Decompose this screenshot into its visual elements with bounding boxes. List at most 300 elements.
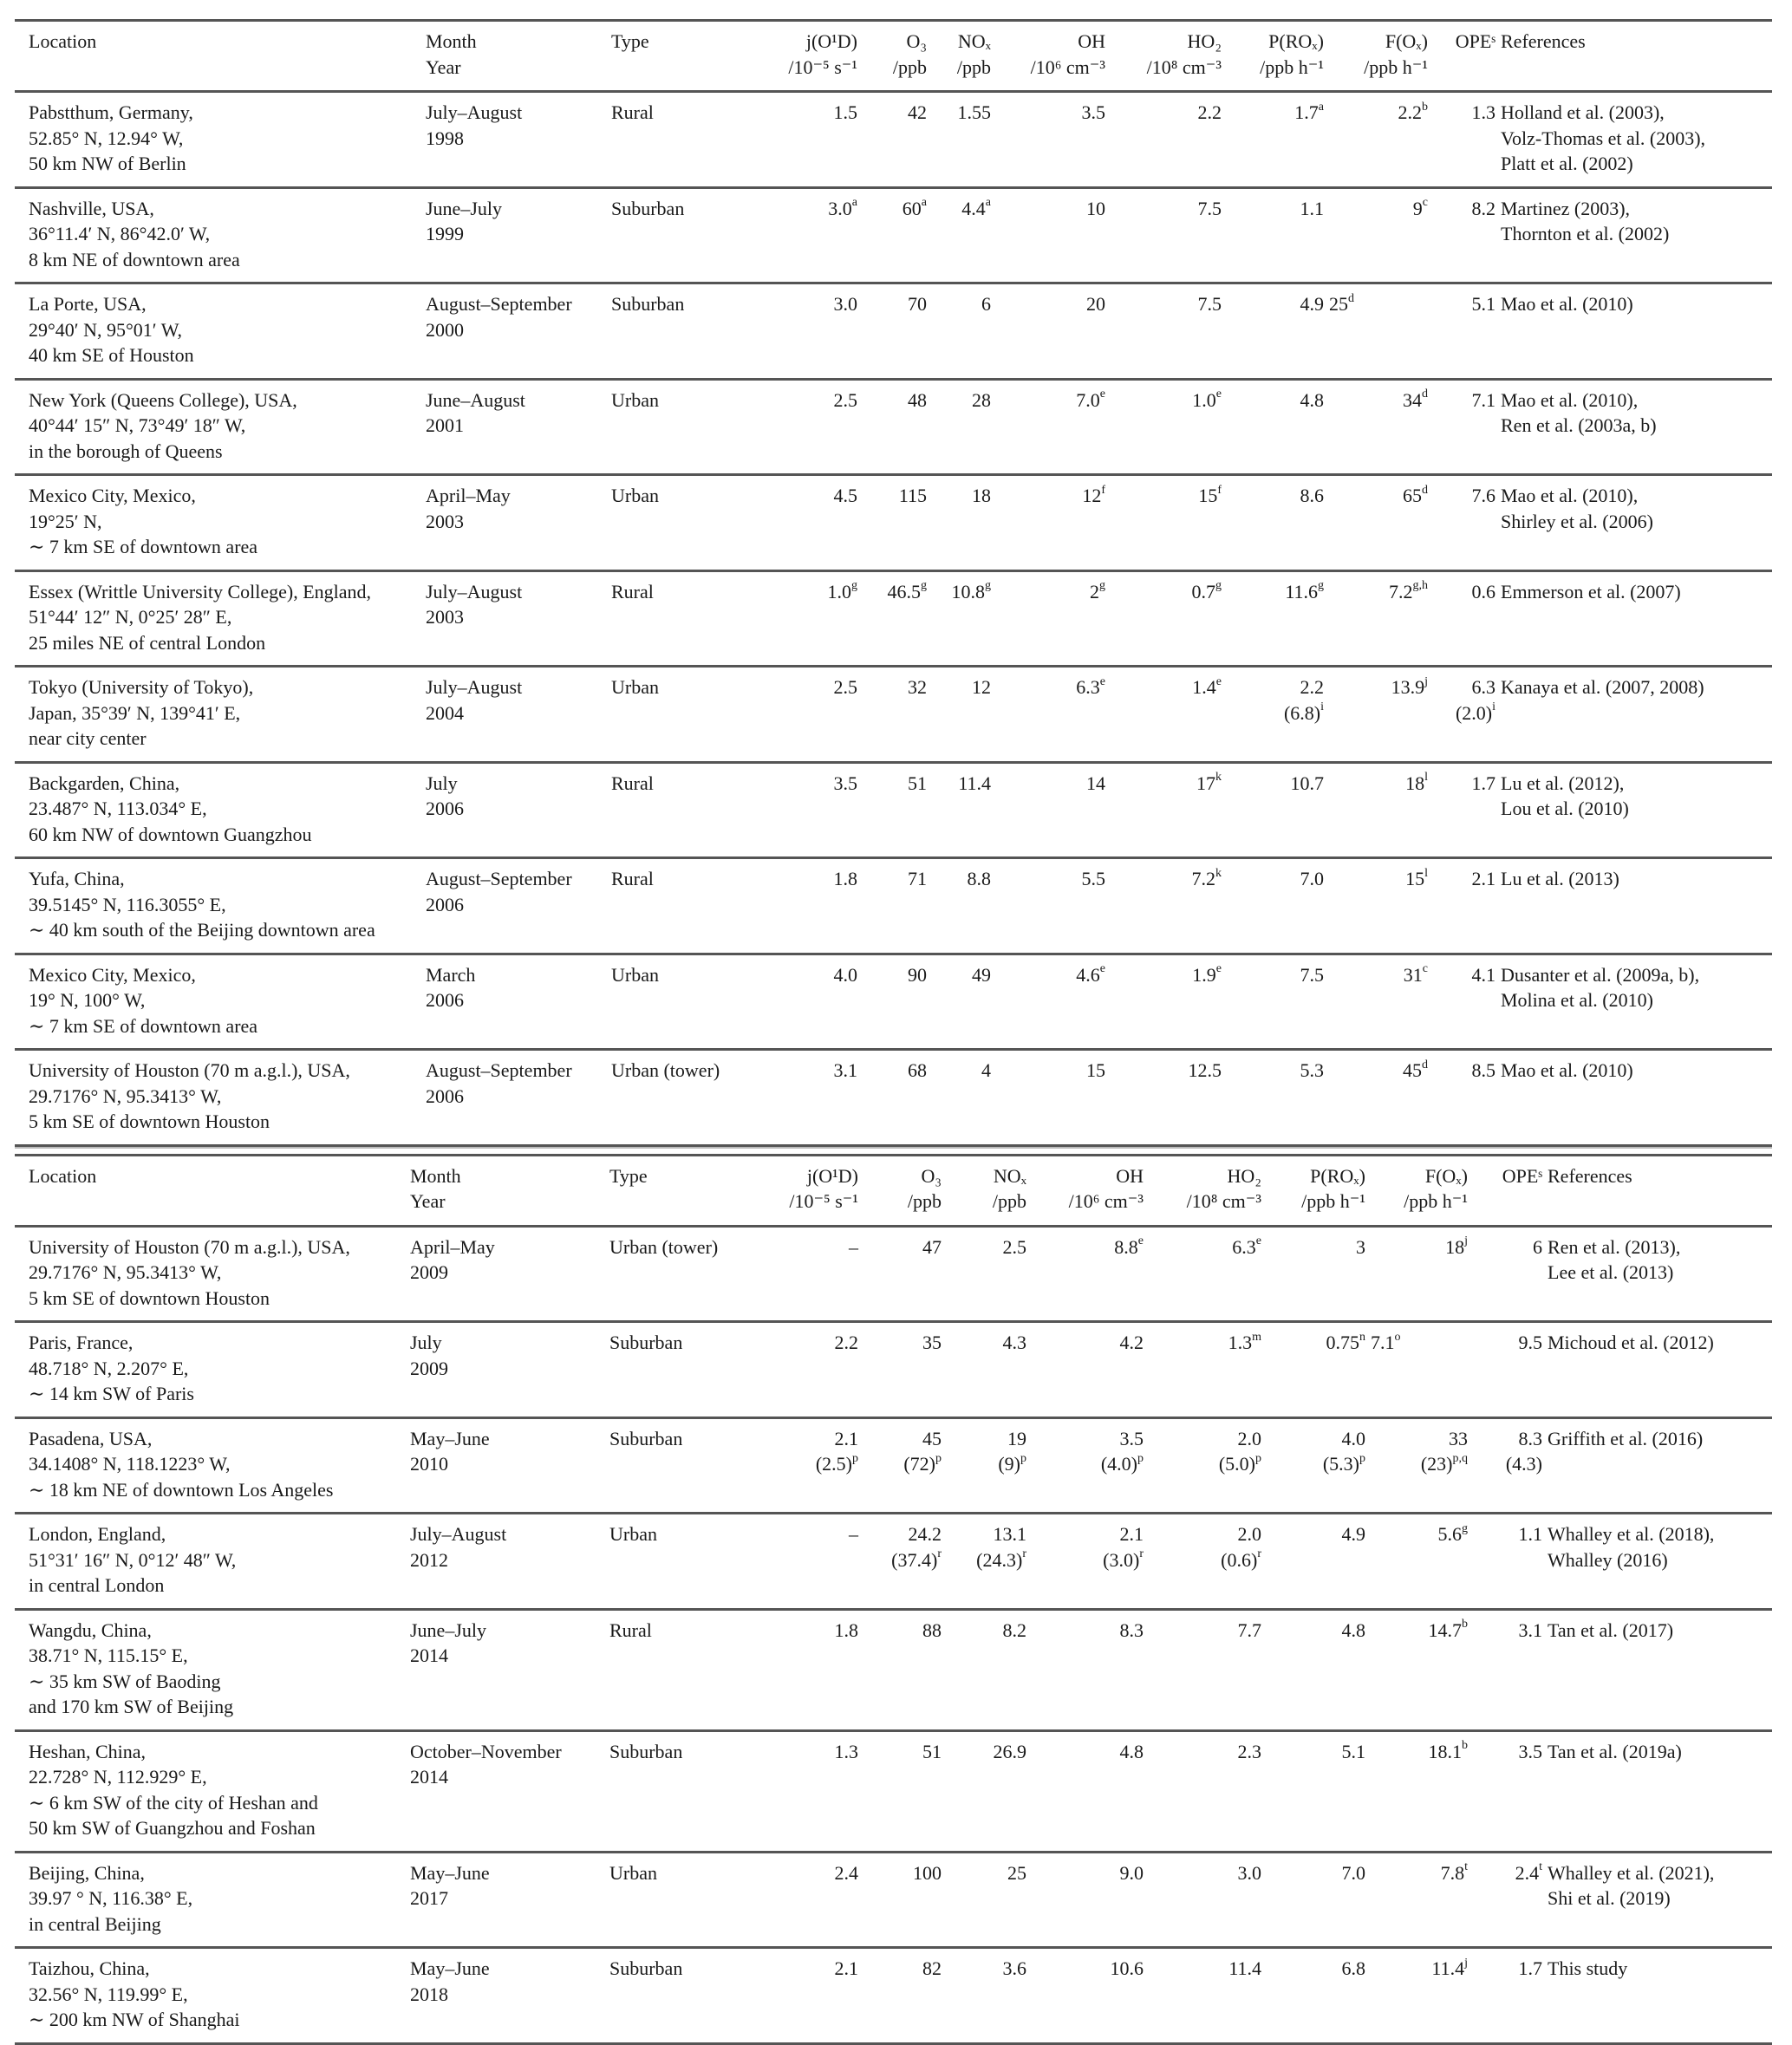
cell-oh <box>996 858 1111 954</box>
footnote-marker: e <box>1099 388 1105 401</box>
cell-number: – <box>849 1523 858 1545</box>
cell-number: 45 <box>1403 1059 1422 1081</box>
cell-nox <box>932 954 996 1050</box>
cell-ope <box>1433 1050 1501 1146</box>
footnote-marker: t <box>1464 1860 1468 1874</box>
cell-value <box>1032 1451 1144 1477</box>
column-header-line: F(Oₓ) <box>1424 1164 1468 1187</box>
footnote-marker: e <box>1099 962 1105 976</box>
cell-text-line: July–August <box>426 676 523 698</box>
cell-value <box>932 674 991 700</box>
cell-ope <box>1473 1730 1548 1852</box>
cell-text-line: 50 km NW of Berlin <box>29 153 186 174</box>
footnote-marker: k <box>1215 771 1222 785</box>
cell-nox <box>947 1226 1032 1322</box>
cell-text-line: ∼ 18 km NE of downtown Los Angeles <box>29 1478 334 1501</box>
cell-nox <box>932 283 996 380</box>
cell-refs <box>1548 1322 1772 1418</box>
cell-number: 8.8 <box>967 868 991 889</box>
cell-text-line: 2001 <box>426 414 464 436</box>
cell-number: 18 <box>972 485 991 506</box>
cell-number: 8.8 <box>1114 1235 1138 1258</box>
cell-type <box>611 667 748 763</box>
cell-text-line: Urban <box>609 1861 657 1884</box>
cell-fox <box>1371 1730 1473 1852</box>
cell-fox <box>1329 954 1433 1050</box>
cell-text-line: 2006 <box>426 798 464 819</box>
cell-value <box>1371 1860 1468 1886</box>
cell-number: 1.8 <box>834 1618 858 1641</box>
cell-oh <box>1032 1417 1149 1514</box>
cell-o3 <box>863 1322 947 1418</box>
cell-text-line: Ren et al. (2003a, b) <box>1501 414 1657 436</box>
cell-number: 2.1 <box>834 1427 858 1449</box>
cell-fox <box>1329 92 1433 188</box>
cell-value <box>1329 674 1428 700</box>
cell-ope <box>1433 858 1501 954</box>
cell-period <box>426 570 611 667</box>
cell-value <box>1227 1058 1324 1084</box>
cell-text-line: ∼ 40 km south of the Beijing downtown area <box>29 919 375 941</box>
cell-location <box>15 1050 426 1146</box>
cell-jo1d <box>748 92 863 188</box>
cell-text-line: Pasadena, USA, <box>29 1427 153 1449</box>
footnote-marker: j <box>1424 674 1428 688</box>
cell-type <box>609 1417 762 1514</box>
cell-number: 17 <box>1196 772 1215 794</box>
cell-number: 9.5 <box>1518 1332 1542 1353</box>
cell-oh <box>1032 1948 1149 2044</box>
cell-number: 5.1 <box>1471 293 1496 315</box>
cell-number: 26.9 <box>993 1740 1026 1762</box>
cell-period <box>410 1730 609 1852</box>
cell-type <box>609 1609 762 1730</box>
footnote-marker: e <box>1137 1234 1144 1248</box>
cell-text-line: March <box>426 963 476 986</box>
cell-text-line: Rural <box>611 772 654 794</box>
cell-number: 1.1 <box>1300 197 1324 219</box>
table-row <box>15 667 1772 763</box>
cell-text-line: Tan et al. (2017) <box>1548 1618 1674 1641</box>
table-row <box>15 1322 1772 1418</box>
cell-period <box>410 1852 609 1948</box>
cell-value <box>932 196 991 222</box>
cell-number: 2.3 <box>1237 1740 1261 1762</box>
cell-oh <box>996 762 1111 858</box>
cell-text-line: July–August <box>426 580 523 602</box>
cell-prox <box>1227 570 1329 667</box>
cell-text-line: ∼ 14 km SW of Paris <box>29 1383 194 1404</box>
cell-value <box>1149 1860 1261 1886</box>
footnote-marker: c <box>1422 196 1428 210</box>
cell-value <box>748 196 857 222</box>
cell-text-line: August–September <box>426 868 572 889</box>
cell-value <box>1267 1426 1365 1452</box>
cell-value <box>1433 866 1496 892</box>
cell-ho2 <box>1149 1730 1267 1852</box>
cell-value <box>1329 1058 1428 1084</box>
column-header-line: j(O¹D) <box>806 1164 858 1187</box>
footnote-marker: g,h <box>1412 579 1428 593</box>
cell-prox <box>1227 667 1329 763</box>
column-header-line: NOₓ <box>957 30 991 52</box>
cell-type <box>611 762 748 858</box>
cell-text-line: 52.85° N, 12.94° W, <box>29 127 184 149</box>
cell-ope <box>1473 1514 1548 1610</box>
table-row <box>15 1514 1772 1610</box>
cell-number: 46.5 <box>887 580 921 602</box>
cell-ope <box>1433 570 1501 667</box>
cell-number: 35 <box>922 1332 942 1353</box>
cell-value <box>1329 771 1428 797</box>
cell-value <box>947 1451 1026 1477</box>
cell-value <box>762 1956 858 1982</box>
cell-value <box>1227 866 1324 892</box>
footnote-marker: a <box>921 196 927 210</box>
cell-text-line: Mao et al. (2010), <box>1501 485 1639 506</box>
table-row <box>15 283 1772 380</box>
cell-fox <box>1371 1226 1473 1322</box>
cell-text-line: ∼ 6 km SW of the city of Heshan and <box>29 1791 318 1814</box>
cell-value <box>1433 771 1496 797</box>
cell-prox <box>1227 379 1329 475</box>
table-row <box>15 858 1772 954</box>
cell-text-line: Suburban <box>609 1427 683 1449</box>
footnote-marker: f <box>1217 483 1222 497</box>
cell-value <box>1371 1451 1468 1477</box>
cell-period <box>426 283 611 380</box>
cell-number: 6 <box>981 293 991 315</box>
cell-value <box>1267 1451 1365 1477</box>
cell-text-line: 2014 <box>410 1644 448 1666</box>
cell-number: 7.8 <box>1440 1861 1465 1884</box>
footnote-marker: r <box>1257 1547 1261 1561</box>
cell-text-line: 2006 <box>426 1084 464 1107</box>
cell-number: 32 <box>908 676 927 698</box>
cell-location <box>15 667 426 763</box>
column-header-line: /ppb <box>892 55 927 78</box>
cell-number: 1.55 <box>957 101 991 123</box>
cell-value <box>1329 291 1428 317</box>
cell-number: 11.4 <box>1228 1957 1261 1979</box>
column-header-line: /ppb h⁻¹ <box>1364 55 1428 78</box>
cell-number: 68 <box>908 1059 927 1081</box>
footnote-marker: j <box>1464 1956 1468 1970</box>
cell-number: 5.3 <box>1300 1059 1324 1081</box>
cell-number: 19 <box>1007 1427 1026 1449</box>
footnote-marker: e <box>1215 388 1222 401</box>
cell-value <box>1473 1860 1542 1886</box>
cell-text-line: July–August <box>410 1523 507 1545</box>
cell-value <box>863 1547 942 1573</box>
cell-number: 2.5 <box>833 388 857 411</box>
cell-text-line: 5 km SE of downtown Houston <box>29 1286 270 1309</box>
cell-number: 2.0 <box>1237 1523 1261 1545</box>
cell-nox <box>947 1730 1032 1852</box>
column-header-line: /ppb h⁻¹ <box>1301 1190 1365 1212</box>
cell-jo1d <box>748 475 863 571</box>
column-header-nox <box>947 1155 1032 1226</box>
cell-prox <box>1267 1322 1371 1418</box>
cell-text-line: Pabstthum, Germany, <box>29 101 193 123</box>
cell-number: 4.3 <box>1002 1332 1026 1353</box>
cell-text-line: 5 km SE of downtown Houston <box>29 1110 270 1132</box>
cell-number: 4.9 <box>1341 1523 1365 1545</box>
cell-text-line: Tan et al. (2019a) <box>1548 1740 1682 1762</box>
cell-value <box>863 1451 942 1477</box>
cell-value <box>863 388 927 414</box>
table-body <box>15 1226 1772 2043</box>
cell-jo1d <box>748 1050 863 1146</box>
cell-text-line: Lu et al. (2012), <box>1501 772 1625 794</box>
cell-value <box>1032 1426 1144 1452</box>
cell-text-line: May–June <box>410 1957 490 1979</box>
cell-ope <box>1473 1226 1548 1322</box>
footnote-marker: r <box>937 1547 942 1561</box>
footnote-marker: n <box>1359 1330 1365 1344</box>
cell-number: 2.4 <box>834 1861 858 1884</box>
cell-number: 6 <box>1533 1235 1542 1258</box>
cell-number: – <box>849 1235 858 1258</box>
cell-text-line: 60 km NW of downtown Guangzhou <box>29 823 312 845</box>
footnote-marker: f <box>1101 483 1105 497</box>
cell-value <box>1227 962 1324 988</box>
cell-text-line: Suburban <box>609 1740 683 1762</box>
cell-location <box>15 1730 410 1852</box>
cell-text-line: 39.5145° N, 116.3055° E, <box>29 893 226 915</box>
cell-value <box>1433 291 1496 317</box>
cell-ho2 <box>1111 570 1227 667</box>
cell-value <box>1111 674 1222 700</box>
cell-text-line: Lee et al. (2013) <box>1548 1261 1674 1283</box>
cell-period <box>410 1514 609 1610</box>
cell-number: (5.3) <box>1322 1453 1359 1475</box>
cell-value <box>1227 388 1324 414</box>
cell-prox <box>1267 1730 1371 1852</box>
cell-value <box>1433 388 1496 414</box>
cell-text-line: Heshan, China, <box>29 1740 147 1762</box>
footnote-marker: d <box>1422 1058 1428 1071</box>
column-header-fox <box>1329 21 1433 92</box>
cell-number: 13.1 <box>993 1523 1026 1545</box>
cell-value <box>996 674 1105 700</box>
cell-text-line: Molina et al. (2010) <box>1501 989 1653 1011</box>
cell-number: 5.6 <box>1437 1523 1462 1545</box>
cell-refs <box>1501 762 1772 858</box>
cell-number: 1.3 <box>834 1740 858 1762</box>
cell-period <box>426 954 611 1050</box>
cell-number: (37.4) <box>891 1548 938 1571</box>
cell-nox <box>932 379 996 475</box>
cell-value <box>1149 1956 1261 1982</box>
cell-number: 3.1 <box>833 1059 857 1081</box>
cell-refs <box>1501 379 1772 475</box>
cell-value <box>762 1426 858 1452</box>
cell-text-line: Emmerson et al. (2007) <box>1501 580 1681 602</box>
cell-ho2 <box>1111 954 1227 1050</box>
cell-jo1d <box>762 1226 863 1322</box>
column-header-line: Year <box>426 55 461 78</box>
cell-number: 14.7 <box>1428 1618 1462 1641</box>
cell-refs <box>1501 858 1772 954</box>
cell-number: 7.1 <box>1471 388 1496 411</box>
cell-prox <box>1267 1226 1371 1322</box>
cell-value <box>748 100 857 126</box>
cell-text-line: University of Houston (70 m a.g.l.), USA, <box>29 1235 350 1258</box>
cell-o3 <box>863 379 932 475</box>
cell-refs <box>1501 570 1772 667</box>
cell-ho2 <box>1111 283 1227 380</box>
cell-text-line: 25 miles NE of central London <box>29 631 266 654</box>
cell-number: 18 <box>1405 772 1425 794</box>
cell-number: 31 <box>1403 963 1423 986</box>
cell-text-line: 40 km SE of Houston <box>29 344 194 366</box>
cell-nox <box>932 762 996 858</box>
column-header-line: /ppb <box>992 1190 1026 1212</box>
cell-number: 42 <box>908 101 927 123</box>
cell-text-line: 51°31′ 16″ N, 0°12′ 48″ W, <box>29 1548 237 1571</box>
cell-prox <box>1227 1050 1329 1146</box>
column-header-o3 <box>863 1155 947 1226</box>
cell-number: 48 <box>908 388 927 411</box>
cell-fox <box>1329 379 1433 475</box>
cell-number: 3 <box>1356 1235 1365 1258</box>
column-header-refs <box>1501 21 1772 92</box>
cell-o3 <box>863 187 932 283</box>
cell-value <box>863 291 927 317</box>
column-header-line: j(O¹D) <box>805 30 857 52</box>
cell-value <box>863 1521 942 1547</box>
cell-nox <box>947 1514 1032 1610</box>
cell-text-line: Suburban <box>611 197 685 219</box>
cell-number: 4.0 <box>833 963 857 986</box>
cell-text-line: ∼ 35 km SW of Baoding <box>29 1670 221 1692</box>
footnote-marker: t <box>1539 1860 1542 1874</box>
cell-text-line: 2017 <box>410 1887 448 1909</box>
cell-value <box>1227 100 1324 126</box>
cell-location <box>15 1609 410 1730</box>
cell-ope <box>1433 92 1501 188</box>
cell-value <box>762 1521 858 1547</box>
cell-value <box>863 100 927 126</box>
cell-value <box>1111 579 1222 605</box>
column-header-ope <box>1433 21 1501 92</box>
cell-jo1d <box>762 1852 863 1948</box>
cell-ope <box>1473 1417 1548 1514</box>
cell-number: 7.6 <box>1471 485 1496 506</box>
column-header-line: Year <box>410 1190 446 1212</box>
footnote-marker: p,q <box>1452 1451 1468 1465</box>
cell-number: 7.1 <box>1371 1332 1395 1353</box>
cell-value <box>932 388 991 414</box>
column-header-line: /ppb <box>956 55 991 78</box>
cell-ope <box>1433 667 1501 763</box>
cell-value <box>1371 1521 1468 1547</box>
cell-value <box>1433 483 1496 509</box>
column-header-line: Type <box>611 30 649 52</box>
cell-ho2 <box>1149 1514 1267 1610</box>
cell-text-line: 22.728° N, 112.929° E, <box>29 1766 207 1788</box>
table-row <box>15 379 1772 475</box>
cell-ho2 <box>1111 475 1227 571</box>
cell-text-line: Essex (Writtle University College), England, <box>29 580 372 602</box>
cell-number: 70 <box>908 293 927 315</box>
cell-text-line: Lou et al. (2010) <box>1501 798 1629 819</box>
cell-number: 4.8 <box>1119 1740 1144 1762</box>
cell-period <box>410 1948 609 2044</box>
cell-refs <box>1548 1852 1772 1948</box>
cell-number: 4.1 <box>1471 963 1496 986</box>
cell-text-line: 34.1408° N, 118.1223° W, <box>29 1453 231 1475</box>
cell-oh <box>996 187 1111 283</box>
cell-text-line: Tokyo (University of Tokyo), <box>29 676 254 698</box>
column-header-ope <box>1473 1155 1548 1226</box>
footnote-marker: c <box>1422 962 1428 976</box>
cell-value <box>1371 1234 1468 1260</box>
cell-value <box>932 291 991 317</box>
cell-number: (24.3) <box>976 1548 1023 1571</box>
cell-text-line: 51°44′ 12″ N, 0°25′ 28″ E, <box>29 606 232 628</box>
cell-ope <box>1473 1948 1548 2044</box>
cell-value <box>932 100 991 126</box>
cell-value <box>932 866 991 892</box>
cell-location <box>15 954 426 1050</box>
cell-jo1d <box>748 379 863 475</box>
cell-text-line: This study <box>1548 1957 1628 1979</box>
cell-value <box>996 291 1105 317</box>
cell-number: 6.3 <box>1076 676 1100 698</box>
cell-value <box>1267 1739 1365 1765</box>
cell-number: (0.6) <box>1221 1548 1258 1571</box>
cell-value <box>748 388 857 414</box>
cell-value <box>947 1956 1026 1982</box>
cell-oh <box>996 667 1111 763</box>
cell-text-line: 50 km SW of Guangzhou and Foshan <box>29 1817 316 1839</box>
cell-value <box>863 1058 927 1084</box>
cell-ope <box>1473 1322 1548 1418</box>
cell-value <box>1267 1860 1365 1886</box>
cell-text-line: near city center <box>29 727 147 749</box>
cell-text-line: Mao et al. (2010) <box>1501 293 1633 315</box>
footnote-marker: b <box>1462 1739 1468 1753</box>
cell-text-line: July <box>426 772 458 794</box>
cell-text-line: 29.7176° N, 95.3413° W, <box>29 1261 222 1283</box>
cell-fox <box>1371 1609 1473 1730</box>
column-header-line: Type <box>609 1164 648 1187</box>
cell-number: 8.3 <box>1518 1427 1542 1449</box>
cell-number: 7.0 <box>1341 1861 1365 1884</box>
cell-number: 25 <box>1007 1861 1026 1884</box>
cell-number: 3.0 <box>828 197 852 219</box>
cell-value <box>1227 579 1324 605</box>
cell-value <box>1032 1739 1144 1765</box>
cell-value <box>1111 388 1222 414</box>
cell-text-line: 2009 <box>410 1261 448 1283</box>
cell-value <box>1433 579 1496 605</box>
cell-value <box>1032 1860 1144 1886</box>
cell-text-line: April–May <box>410 1235 495 1258</box>
cell-value <box>1032 1330 1144 1356</box>
footnote-marker: b <box>1422 100 1428 114</box>
cell-text-line: Suburban <box>611 293 685 315</box>
cell-prox <box>1267 1609 1371 1730</box>
cell-number: 5.1 <box>1341 1740 1365 1762</box>
cell-value <box>932 962 991 988</box>
cell-value <box>1111 962 1222 988</box>
cell-text-line: July <box>410 1332 442 1353</box>
cell-text-line: University of Houston (70 m a.g.l.), USA, <box>29 1059 350 1081</box>
column-header-type <box>609 1155 762 1226</box>
